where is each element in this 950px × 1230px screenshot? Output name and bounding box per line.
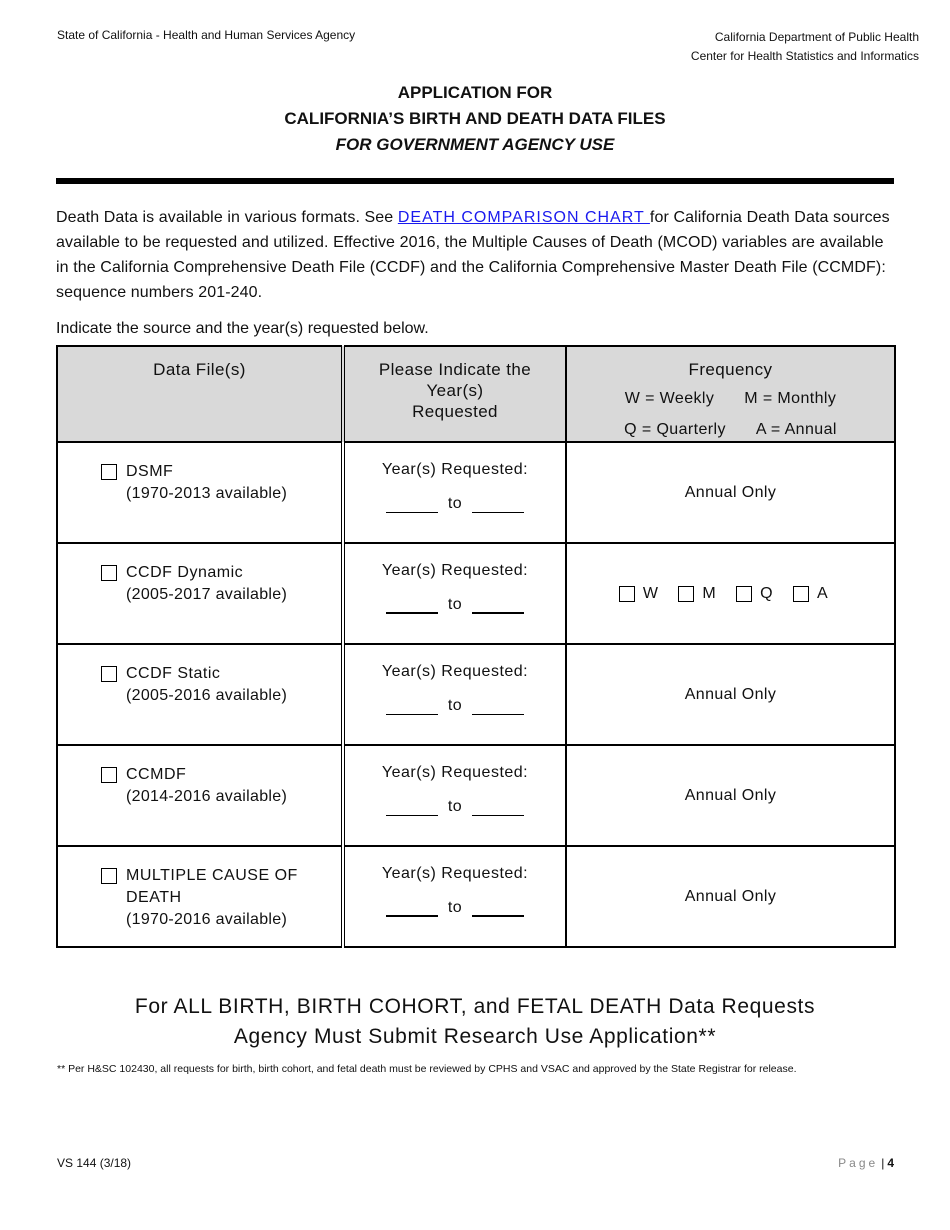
year-to-label: to	[447, 697, 463, 714]
table-row	[57, 543, 895, 644]
header-years	[343, 346, 566, 442]
year-to-label: to	[447, 495, 463, 512]
years-requested-ccdf-dynamic	[345, 544, 565, 614]
frequency-cell	[566, 644, 895, 745]
header-agency: State of California - Health and Human Services Agency	[57, 28, 356, 42]
data-file-availability: (1970-2013 available)	[126, 485, 288, 502]
legend-weekly: W = Weekly	[624, 390, 715, 407]
data-file-name-cont: DEATH	[126, 889, 182, 906]
data-file-name: CCDF Dynamic	[126, 564, 244, 581]
data-file-availability: (2014-2016 available)	[126, 788, 288, 805]
data-file-availability: (2005-2017 available)	[126, 586, 288, 603]
frequency-annual-only: Annual Only	[684, 483, 777, 501]
header-years-line2: Year(s)	[426, 381, 484, 400]
years-cell	[343, 846, 566, 947]
ccdf-dynamic-checkbox[interactable]	[101, 565, 117, 581]
frequency-option-quarterly[interactable]	[736, 585, 773, 603]
year-from-field[interactable]	[386, 903, 438, 917]
years-cell	[343, 745, 566, 846]
year-from-field[interactable]	[386, 500, 438, 513]
title-line2: CALIFORNIA’S BIRTH AND DEATH DATA FILES	[284, 109, 666, 128]
year-range	[345, 697, 565, 715]
frequency-option-weekly[interactable]	[619, 585, 659, 603]
form-id: VS 144 (3/18)	[57, 1156, 132, 1170]
birth-data-notice	[0, 992, 950, 1052]
death-comparison-chart-link[interactable]: DEATH COMPARISON CHART	[397, 209, 650, 226]
title-divider	[56, 178, 894, 184]
footnote: ** Per H&SC 102430, all requests for birth, birth cohort, and fetal death must be reviewed by CPHS and VSAC and approved by the State Registrar for release.	[57, 1063, 797, 1075]
data-file-ccdf-static	[58, 645, 341, 707]
year-range	[345, 596, 565, 614]
years-requested-dsmf	[345, 443, 565, 513]
page-number: 4	[887, 1156, 894, 1170]
page-separator: |	[881, 1156, 885, 1170]
header-department-name: California Department of Public Health	[714, 30, 919, 44]
header-center-name: Center for Health Statistics and Informatics	[690, 49, 919, 63]
year-from-field[interactable]	[386, 803, 438, 816]
header-data-files-label: Data File(s)	[153, 360, 246, 379]
annual-label: A	[817, 584, 829, 602]
frequency-cell	[566, 543, 895, 644]
page-word: Page	[838, 1156, 879, 1170]
data-file-cell	[57, 442, 343, 543]
years-requested-label: Year(s) Requested:	[381, 562, 529, 579]
legend-quarterly: Q = Quarterly	[624, 421, 726, 438]
years-cell	[343, 644, 566, 745]
page-indicator	[838, 1156, 894, 1170]
frequency-legend-row2	[567, 419, 894, 441]
legend-annual: A = Annual	[755, 421, 837, 438]
data-file-cell	[57, 644, 343, 745]
page-title	[0, 80, 950, 158]
years-requested-ccdf-static	[345, 645, 565, 715]
frequency-option-monthly[interactable]	[678, 585, 716, 603]
year-to-field[interactable]	[472, 903, 524, 917]
table-row	[57, 745, 895, 846]
title-line1: APPLICATION FOR	[397, 83, 553, 102]
years-cell	[343, 543, 566, 644]
instruction-text: Indicate the source and the year(s) requested below.	[56, 320, 429, 337]
year-range	[345, 798, 565, 816]
years-requested-label: Year(s) Requested:	[381, 865, 529, 882]
data-file-name: DSMF	[126, 463, 174, 480]
header-frequency-block	[567, 347, 894, 441]
year-to-field[interactable]	[472, 702, 524, 715]
frequency-cell	[566, 846, 895, 947]
year-to-label: to	[447, 596, 463, 613]
ccmdf-checkbox[interactable]	[101, 767, 117, 783]
table-row	[57, 846, 895, 947]
year-to-field[interactable]	[472, 500, 524, 513]
notice-line1: For ALL BIRTH, BIRTH COHORT, and FETAL DEATH Data Requests	[134, 995, 816, 1018]
frequency-legend-row1	[567, 388, 894, 410]
frequency-annual-only: Annual Only	[684, 685, 777, 703]
quarterly-checkbox[interactable]	[736, 586, 752, 602]
intro-paragraph	[56, 205, 896, 305]
header-years-label	[345, 347, 565, 422]
data-file-cell	[57, 846, 343, 947]
data-file-name: MULTIPLE CAUSE OF	[126, 867, 298, 884]
multiple-cause-checkbox[interactable]	[101, 868, 117, 884]
quarterly-label: Q	[760, 584, 774, 602]
header-data-files	[57, 346, 343, 442]
header-frequency	[566, 346, 895, 442]
header-years-line1: Please Indicate the	[378, 360, 532, 379]
data-file-cell	[57, 745, 343, 846]
dsmf-checkbox[interactable]	[101, 464, 117, 480]
data-file-ccdf-dynamic	[58, 544, 341, 606]
weekly-label: W	[642, 584, 659, 602]
years-requested-multiple-cause	[345, 847, 565, 917]
monthly-label: M	[702, 584, 717, 602]
intro-text-end: for California Death Data sources available to be requested and utilized. Effective 2016, the Multiple Causes of Death (MCOD) variables are available in the California Comprehensive Death File (CCDF) and the California Comprehensive Master Death File (CCMDF): sequence numbers 201-240.	[56, 209, 890, 301]
annual-checkbox[interactable]	[793, 586, 809, 602]
data-file-availability: (1970-2016 available)	[126, 911, 288, 928]
title-line3: FOR GOVERNMENT AGENCY USE	[335, 135, 615, 154]
years-cell	[343, 442, 566, 543]
table-row	[57, 644, 895, 745]
frequency-option-annual[interactable]	[793, 585, 828, 603]
years-requested-label: Year(s) Requested:	[381, 764, 529, 781]
data-file-dsmf	[58, 443, 341, 505]
data-file-ccmdf	[58, 746, 341, 808]
ccdf-static-checkbox[interactable]	[101, 666, 117, 682]
year-to-field[interactable]	[472, 600, 524, 614]
years-requested-ccmdf	[345, 746, 565, 816]
table-row	[57, 442, 895, 543]
header-department	[691, 28, 919, 66]
year-range	[345, 495, 565, 513]
frequency-options	[567, 585, 894, 603]
year-from-field[interactable]	[386, 702, 438, 715]
year-to-field[interactable]	[472, 803, 524, 816]
weekly-checkbox[interactable]	[619, 586, 635, 602]
data-file-name: CCMDF	[126, 766, 187, 783]
frequency-cell	[566, 745, 895, 846]
header-years-line3: Requested	[412, 402, 498, 421]
monthly-checkbox[interactable]	[678, 586, 694, 602]
year-to-label: to	[447, 899, 463, 916]
frequency-annual-only: Annual Only	[684, 887, 777, 905]
notice-line2: Agency Must Submit Research Use Application**	[233, 1025, 717, 1048]
legend-monthly: M = Monthly	[744, 390, 837, 407]
data-file-cell	[57, 543, 343, 644]
year-to-label: to	[447, 798, 463, 815]
data-file-multiple-cause	[58, 847, 341, 931]
table-header-row	[57, 346, 895, 442]
frequency-annual-only: Annual Only	[684, 786, 777, 804]
year-from-field[interactable]	[386, 600, 438, 614]
years-requested-label: Year(s) Requested:	[381, 461, 529, 478]
header-frequency-label: Frequency	[688, 360, 773, 379]
intro-text-start: Death Data is available in various formats. See	[56, 209, 398, 226]
data-file-availability: (2005-2016 available)	[126, 687, 288, 704]
data-file-name: CCDF Static	[126, 665, 221, 682]
data-file-table	[56, 345, 896, 948]
frequency-cell	[566, 442, 895, 543]
years-requested-label: Year(s) Requested:	[381, 663, 529, 680]
year-range	[345, 899, 565, 917]
